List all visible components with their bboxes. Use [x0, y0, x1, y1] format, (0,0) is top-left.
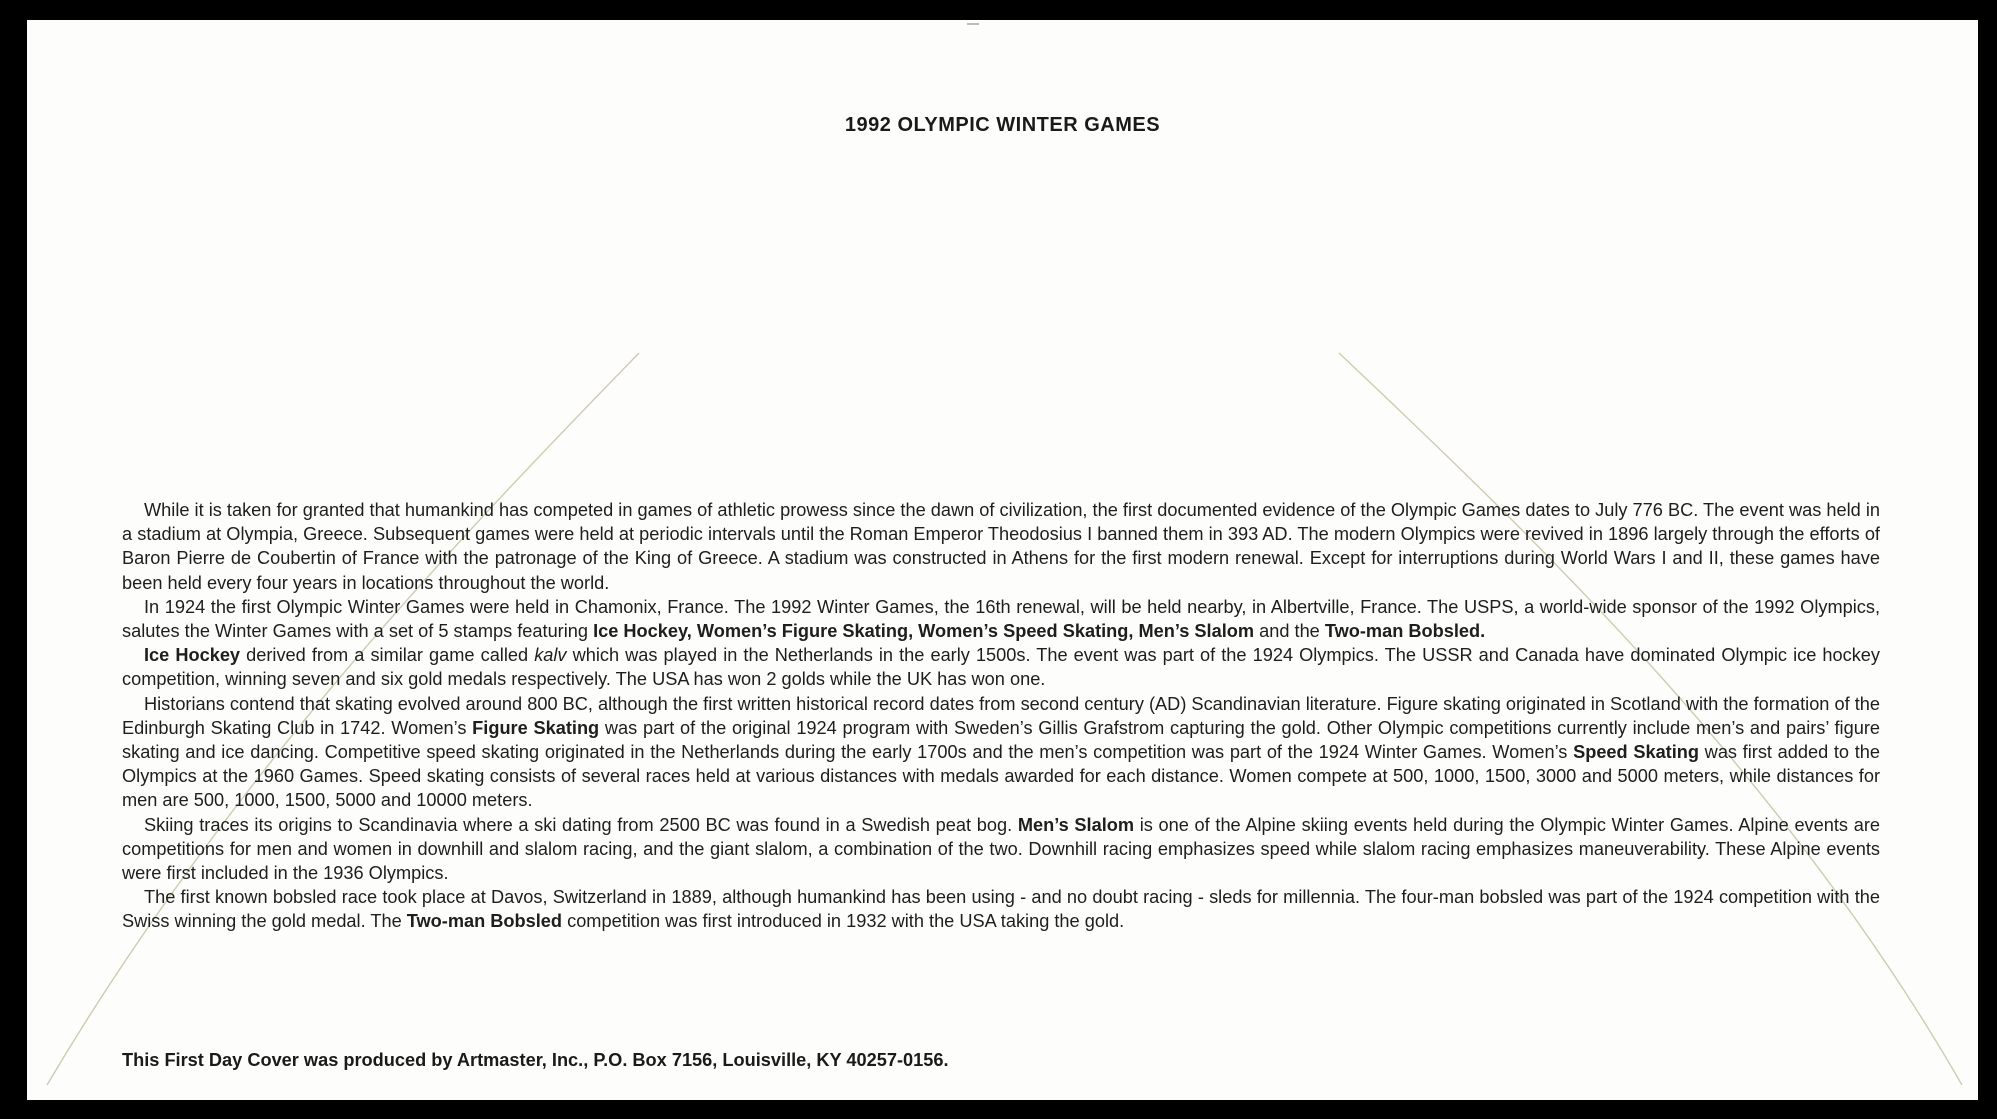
text-run: was first added to the Olympics at the 1960 Games. Speed skating consists of several races held at various distances with medals awarded for each distance. Women compete at 500, 1000, 1500, 3000 and 5000 meters, while distances for men are 500, 1000, 1500, 5000 and 10000 meters. [122, 742, 1880, 811]
text-run: and the [1254, 621, 1325, 642]
text-run-bold: Ice Hockey [144, 645, 241, 666]
text-run: The first known bobsled race took place at Davos, Switzerland in 1889, although humankind has been using - and no doubt racing - sleds for millennia. The four-man bobsled was part of the 1924 competition with the Swiss winning the gold medal. The [122, 887, 1880, 932]
text-run: which was played in the Netherlands in the early 1500s. The event was part of the 1924 Olympics. The USSR and Canada have dominated Olympic ice hockey competition, winning seven and six gold medals respectively. The USA has won 2 golds while the UK has won one. [122, 645, 1881, 690]
text-run: competition was first introduced in 1932 with the USA taking the gold. [562, 911, 1125, 932]
text-run-bold: Speed Skating [1573, 742, 1700, 763]
envelope-back [27, 20, 1978, 1100]
text-run: In 1924 the first Olympic Winter Games were held in Chamonix, France. The 1992 Winter Games, the 16th renewal, will be held nearby, in Albertville, France. The USPS, a world-wide sponsor of the 1992 Olympics, salutes the Winter Games with a set of 5 stamps featuring [122, 596, 1880, 642]
cover-description [122, 498, 1880, 934]
cover-title: 1992 OLYMPIC WINTER GAMES [844, 114, 1161, 136]
paragraph-1924-games [122, 595, 1880, 643]
paragraph-history [122, 498, 1880, 595]
text-run: Historians contend that skating evolved around 800 BC, although the first written historical record dates from second century (AD) Scandinavian literature. Figure skating originated in Scotland with the formation of the Edinburgh Skating Club in 1742. Women’s [122, 693, 1880, 738]
paragraph-ice-hockey [122, 643, 1880, 691]
text-run-bold: Two-man Bobsled [406, 911, 563, 932]
text-run-bold: Figure Skating [472, 717, 600, 738]
paragraph-skiing [122, 813, 1880, 886]
paragraph-skating [122, 692, 1880, 813]
text-run: was part of the original 1924 program with Sweden’s Gillis Grafstrom capturing the gold. Other Olympic competitions currently include men’s and pairs’ figure skating and ice dancing. Competitive speed skating originated in the Netherlands during the early 1700s and the men’s competition was part of the 1924 Winter Games. Women’s [122, 717, 1880, 763]
text-run-bold: Two-man Bobsled. [1324, 621, 1486, 642]
paragraph-bobsled [122, 885, 1880, 933]
producer-credit: This First Day Cover was produced by Artmaster, Inc., P.O. Box 7156, Louisville, KY 40257-0156. [122, 1050, 949, 1070]
text-run: is one of the Alpine skiing events held during the Olympic Winter Games. Alpine events are competitions for men and women in downhill and slalom racing, and the giant slalom, a combination of the two. Downhill racing emphasizes speed while slalom racing emphasizes maneuverability. These Alpine events were first included in the 1936 Olympics. [122, 814, 1880, 884]
paper-mark [967, 23, 979, 25]
text-run-bold: Men’s Slalom [1017, 814, 1135, 835]
text-run-bold: Ice Hockey, Women’s Figure Skating, Women’s Speed Skating, Men’s Slalom [593, 621, 1255, 642]
text-run: derived from a similar game called [240, 645, 535, 666]
text-run: While it is taken for granted that humankind has competed in games of athletic prowess since the dawn of civilization, the first documented evidence of the Olympic Games dates to July 776 BC. The event was held in a stadium at Olympia, Greece. Subsequent games were held at periodic intervals until the Roman Emperor Theodosius I banned them in 393 AD. The modern Olympics were revived in 1896 largely through the efforts of Baron Pierre de Coubertin of France with the patronage of the King of Greece. A stadium was constructed in Athens for the first modern renewal. Except for interruptions during World Wars I and II, these games have been held every four years in locations throughout the world. [122, 500, 1880, 593]
text-run: Skiing traces its origins to Scandinavia where a ski dating from 2500 BC was found in a Swedish peat bog. [144, 814, 1018, 835]
text-run-italic: kalv [534, 645, 567, 666]
